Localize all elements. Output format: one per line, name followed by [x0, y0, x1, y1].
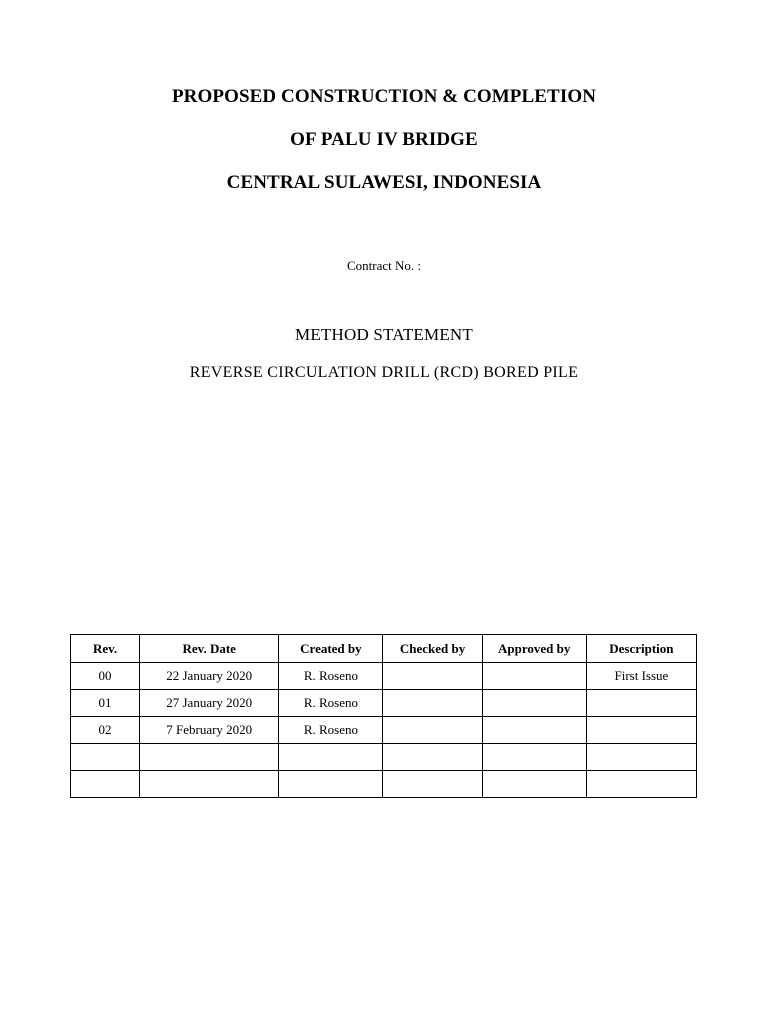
cell-rev — [71, 744, 140, 771]
cell-rev-date: 27 January 2020 — [140, 690, 279, 717]
cell-checked-by — [383, 717, 482, 744]
header-rev-date: Rev. Date — [140, 635, 279, 663]
document-title-line-3: CENTRAL SULAWESI, INDONESIA — [226, 172, 542, 193]
header-description: Description — [586, 635, 696, 663]
cell-approved-by — [482, 717, 586, 744]
cell-description — [586, 690, 696, 717]
header-checked-by: Checked by — [383, 635, 482, 663]
cell-approved-by — [482, 744, 586, 771]
cell-description — [586, 744, 696, 771]
revision-table-header-row — [71, 635, 697, 663]
cell-description — [586, 771, 696, 798]
cell-description — [586, 717, 696, 744]
cell-rev-date — [140, 771, 279, 798]
cell-rev — [71, 771, 140, 798]
contract-number-label: Contract No. : — [346, 258, 421, 273]
table-row — [71, 717, 697, 744]
cell-created-by: R. Roseno — [279, 690, 383, 717]
method-statement-title: METHOD STATEMENT — [295, 325, 473, 344]
cell-created-by — [279, 771, 383, 798]
cell-rev: 02 — [71, 717, 140, 744]
cell-rev-date: 22 January 2020 — [140, 663, 279, 690]
cell-rev-date: 7 February 2020 — [140, 717, 279, 744]
cell-checked-by — [383, 744, 482, 771]
document-title-line-2: OF PALU IV BRIDGE — [290, 129, 478, 150]
document-title-line-1: PROPOSED CONSTRUCTION & COMPLETION — [171, 86, 597, 107]
cell-checked-by — [383, 690, 482, 717]
method-statement-subtitle: REVERSE CIRCULATION DRILL (RCD) BORED PILE — [189, 364, 579, 381]
cell-approved-by — [482, 663, 586, 690]
cell-created-by: R. Roseno — [279, 663, 383, 690]
header-created-by: Created by — [279, 635, 383, 663]
revision-table — [70, 634, 697, 798]
table-row — [71, 690, 697, 717]
cell-approved-by — [482, 690, 586, 717]
cell-created-by: R. Roseno — [279, 717, 383, 744]
cell-checked-by — [383, 663, 482, 690]
cell-rev-date — [140, 744, 279, 771]
cell-rev: 00 — [71, 663, 140, 690]
header-rev: Rev. — [71, 635, 140, 663]
cell-checked-by — [383, 771, 482, 798]
table-row — [71, 744, 697, 771]
cell-rev: 01 — [71, 690, 140, 717]
table-row — [71, 771, 697, 798]
cell-approved-by — [482, 771, 586, 798]
table-row — [71, 663, 697, 690]
cell-created-by — [279, 744, 383, 771]
header-approved-by: Approved by — [482, 635, 586, 663]
cell-description: First Issue — [586, 663, 696, 690]
